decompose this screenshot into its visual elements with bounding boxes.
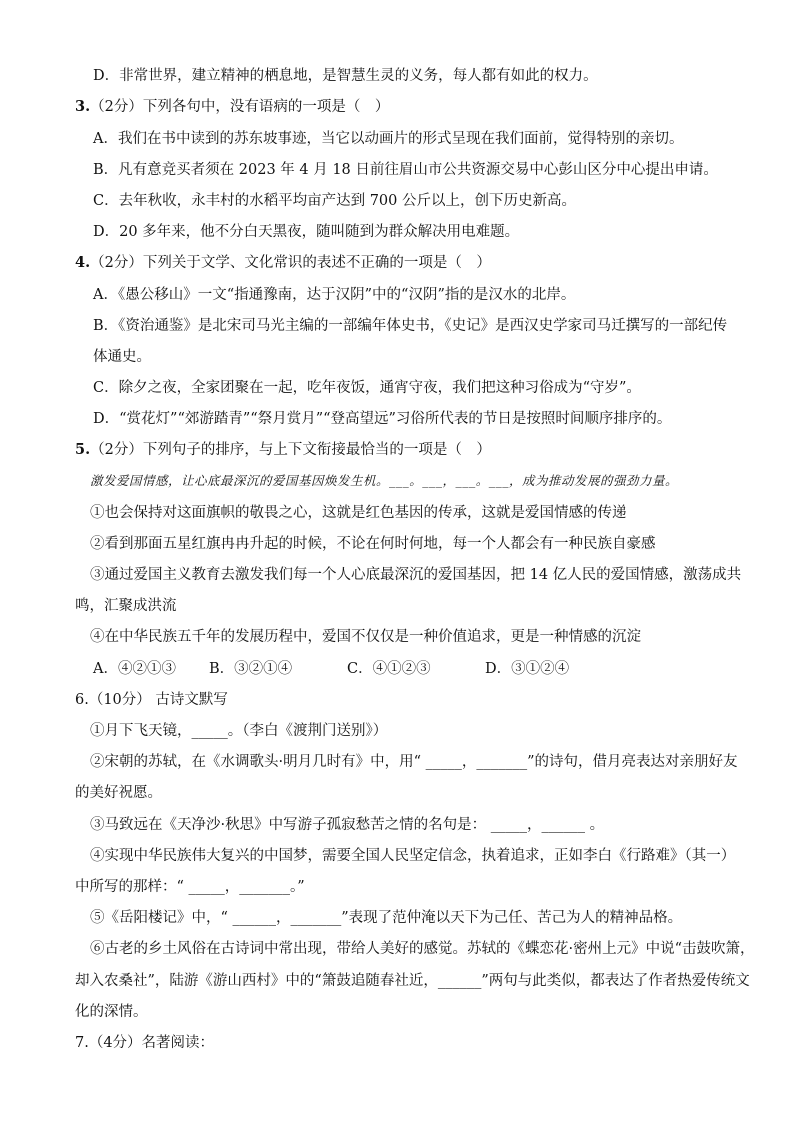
q5-number: 5. [75, 441, 91, 458]
q5-sentence-1: ①也会保持对这面旗帜的敬畏之心，这就是红色基因的传承，这就是爱国情感的传递 [90, 505, 627, 521]
q6-item-2-line1: ②宋朝的苏轼，在《水调歌头·明月几时有》中，用“ _____，_______”的诗句，借月亮表达对亲朋好友 [90, 754, 738, 770]
q3-number: 3. [75, 98, 91, 115]
q4-stem [75, 253, 491, 273]
q5-options [93, 659, 569, 679]
q6-item-6-line1: ⑥古老的乡土风俗在古诗词中常出现，带给人美好的感觉。苏轼的《蝶恋花·密州上元》中说“击鼓吹箫， [90, 941, 755, 957]
q3-option-d: D．20 多年来，他不分白天黑夜，随叫随到为群众解决用电难题。 [93, 224, 520, 240]
q6-item-1: ①月下飞天镜，_____。（李白《渡荆门送别》） [90, 723, 388, 739]
q5-sentence-3-line2: 鸣，汇聚成洪流 [75, 598, 177, 614]
q3-option-b: B．凡有意竞买者须在 2023 年 4 月 18 日前往眉山市公共资源交易中心彭山区分中心提出申请。 [93, 162, 718, 178]
q6-item-6-line2: 却入农桑社”，陆游《游山西村》中的“箫鼓追随春社近，______”两句与此类似，都表达了作者热爱传统文 [75, 973, 750, 989]
q5-sentence-3-line1: ③通过爱国主义教育去激发我们每一个人心底最深沉的爱国基因，把 14 亿人民的爱国情感，激荡成共 [90, 567, 742, 583]
q6-item-4-line2: 中所写的那样：“ _____，_______。” [75, 879, 305, 895]
q5-stem-text: （2分）下列句子的排序，与上下文衔接最恰当的一项是（ ） [90, 442, 491, 458]
q6-title: 6.（10分） 古诗文默写 [75, 692, 228, 708]
q5-option-b: B．③②①④ [209, 661, 293, 677]
q3-option-a: A．我们在书中读到的苏东坡事迹，当它以动画片的形式呈现在我们面前，觉得特别的亲切。 [93, 131, 684, 147]
q4-number: 4. [75, 254, 91, 271]
q3-stem [75, 97, 389, 117]
q6-item-5: ⑤《岳阳楼记》中，“ ______，_______”表现了范仲淹以天下为己任、苦己为人的精神品格。 [90, 910, 683, 926]
q2-option-d: D．非常世界，建立精神的栖息地，是智慧生灵的义务，每人都有如此的权力。 [93, 68, 598, 84]
q6-item-4-line1: ④实现中华民族伟大复兴的中国梦，需要全国人民坚定信念，执着追求，正如李白《行路难》（其一） [90, 848, 736, 864]
q6-item-2-line2: 的美好祝愿。 [75, 785, 162, 801]
q5-passage: 激发爱国情感，让心底最深沉的爱国基因焕发生机。___。___，___。___，成为推动发展的强劲力量。 [90, 473, 679, 488]
q4-option-b-line1: B．《资治通鉴》是北宋司马光主编的一部编年体史书，《史记》是西汉史学家司马迁撰写的一部纪传 [93, 318, 728, 334]
q5-option-a: A．④②①③ [93, 661, 176, 677]
q5-stem [75, 440, 491, 460]
q4-option-a: A．《愚公移山》一文“指通豫南，达于汉阴”中的“汉阴”指的是汉水的北岸。 [93, 287, 576, 303]
q6-item-3: ③马致远在《天净沙·秋思》中写游子孤寂愁苦之情的名句是： _____，______ 。 [90, 817, 605, 833]
q6-item-6-line3: 化的深情。 [75, 1004, 148, 1020]
q5-option-d: D．③①②④ [485, 661, 570, 677]
q4-stem-text: （2分）下列关于文学、文化常识的表述不正确的一项是（ ） [90, 255, 491, 271]
q7-title: 7.（4分）名著阅读： [75, 1035, 215, 1051]
q3-stem-text: （2分）下列各句中，没有语病的一项是（ ） [90, 99, 390, 115]
q5-sentence-4: ④在中华民族五千年的发展历程中，爱国不仅仅是一种价值追求，更是一种情感的沉淀 [90, 629, 641, 645]
q4-option-b-line2: 体通史。 [93, 349, 151, 365]
q5-sentence-2: ②看到那面五星红旗冉冉升起的时候，不论在何时何地，每一个人都会有一种民族自豪感 [90, 536, 656, 552]
q3-option-c: C．去年秋收，永丰村的水稻平均亩产达到 700 公斤以上，创下历史新高。 [93, 193, 576, 209]
q4-option-d: D．“赏花灯”“郊游踏青”“祭月赏月”“登高望远”习俗所代表的节日是按照时间顺序排序的。 [93, 411, 672, 427]
q4-option-c: C．除夕之夜，全家团聚在一起，吃年夜饭，通宵守夜，我们把这种习俗成为“守岁”。 [93, 380, 641, 396]
q5-option-c: C．④①②③ [347, 661, 431, 677]
